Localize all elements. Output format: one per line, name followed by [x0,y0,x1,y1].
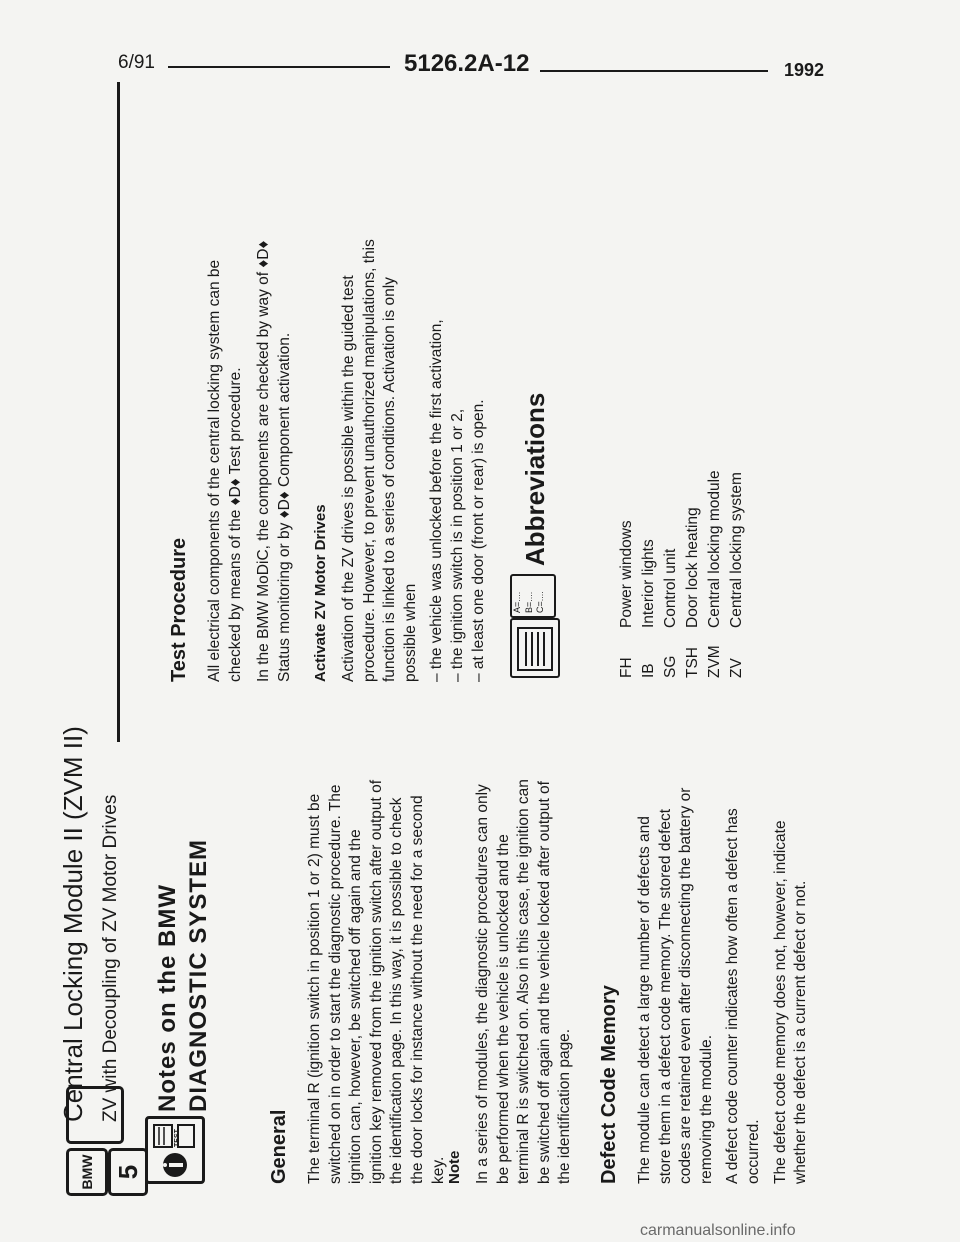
abbreviation-value: Door lock heating [684,507,701,628]
abbreviation-value: Control unit [662,548,679,628]
abbr-icon-line: A=.... [512,591,522,613]
bmw-badge-brand: BMW [66,1148,108,1196]
test-text-2: In the BMW MoDiC, the components are checked by way of ♦D♦ Status monitoring or by ♦D♦ Component activation. [255,240,293,682]
page-header [0,0,960,120]
abbreviation-value: Power windows [618,520,635,628]
note-section [446,779,576,1184]
defect-heading: Defect Code Memory [598,985,620,1184]
diagnostic-test-icon-label: TEST [174,1129,181,1147]
notes-title-line2: DIAGNOSTIC SYSTEM [185,838,213,1112]
abbreviation-row [662,549,680,678]
abbreviation-value: Interior lights [640,539,657,628]
note-heading: Note [446,1150,463,1184]
abbreviation-row [706,470,724,678]
abbreviation-key: ZVM [706,645,723,678]
defect-memory-section [598,779,812,1184]
abbreviation-value: Central locking module [706,470,723,628]
activate-condition-2: – the ignition switch is in position 1 or 2, [449,408,467,682]
general-text: The terminal R (ignition switch in position 1 or 2) must be switched on in order to start the diagnostic procedure. The ignition can, however, be switched off again and the ignition key removed from the ignition switch after output of the identification page. In this way, it is possible to check the door locks for instance without the need for a second key. [306,779,447,1184]
abbreviation-value: Central locking system [728,472,745,628]
activate-section [312,222,489,682]
bmw-badge [66,1148,143,1196]
activate-text: Activation of the ZV drives is possible within the guided test procedure. However, to prevent unauthorized manipulations, this function is linked to a series of conditions. Activation is only possible when [340,239,419,682]
note-text: In a series of modules, the diagnostic procedures can only be performed when the vehicle is unlocked and the terminal R is switched on. Also in this case, the ignition can be switched off again and the vehicle locked after output of the identification page. [474,779,574,1184]
page-subtitle: ZV with Decoupling of ZV Motor Drives [100,794,121,1122]
bmw-badge-series: 5 [108,1148,148,1196]
abbreviation-row [618,520,636,678]
abbreviations-book-icon [510,618,560,678]
test-heading: Test Procedure [168,537,190,682]
activate-heading: Activate ZV Motor Drives [312,504,329,682]
defect-text-1: The module can detect a large number of defects and store them in a defect code memory. The stored defect codes are retained even after disconnecting the battery or removing the module. [636,787,715,1184]
abbreviations-heading: Abbreviations [520,392,550,566]
page-title: Central Locking Module II (ZVM II) [58,726,88,1122]
activate-condition-1: – the vehicle was unlocked before the first activation, [428,319,446,682]
abbr-icon-line: B=.... [523,591,534,613]
abbreviation-row [640,539,658,678]
abbreviation-row [728,472,746,678]
abbreviation-key: TSH [684,647,701,678]
abbreviation-key: FH [618,657,635,678]
general-heading: General [268,1109,290,1184]
header-date: 6/91 [118,52,155,73]
abbreviation-key: IB [640,663,657,678]
test-text-1: All electrical components of the central locking system can be checked by means of the ♦D♦ Test procedure. [206,259,244,682]
general-section [268,779,449,1184]
abbreviation-key: ZV [728,658,745,678]
notes-title [152,839,214,1112]
header-document-code: 5126.2A-12 [404,50,530,77]
defect-text-2: A defect code counter indicates how often a defect has occurred. [724,808,763,1184]
activate-condition-3: – at least one door (front or rear) is open. [469,399,487,682]
abbreviations-list-icon [510,574,556,618]
header-year: 1992 [784,60,825,80]
abbreviation-key: SG [662,655,679,678]
abbr-icon-line: C=.... [535,591,546,613]
defect-text-3: The defect code memory does not, however, indicate whether the defect is a current defect or not. [771,820,810,1184]
watermark-text: carmanualsonline.info [640,1222,796,1239]
notes-title-line1: Notes on the BMW [154,884,181,1112]
abbreviation-row [684,507,702,678]
header-rule-left [168,66,390,68]
test-procedure-section [168,222,295,682]
diagnostic-test-icon [145,1116,205,1184]
header-rule-right [540,70,768,72]
